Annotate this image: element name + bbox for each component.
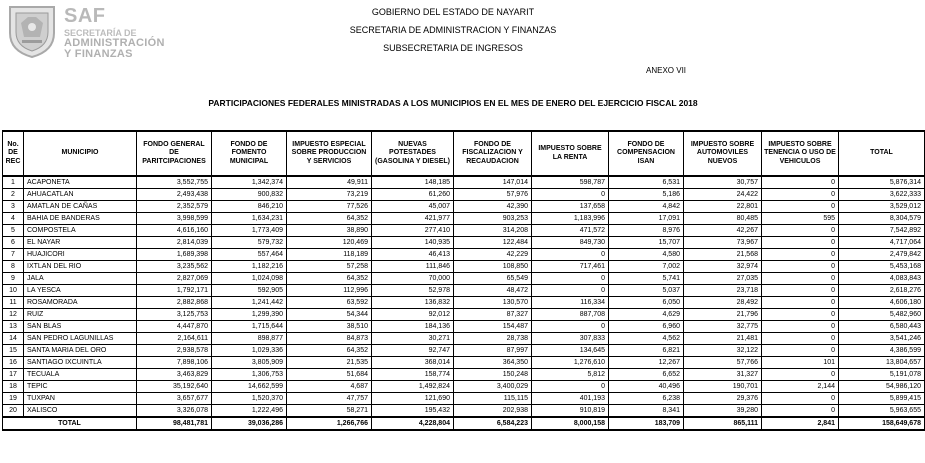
amount-cell: 38,510 (287, 321, 372, 333)
amount-cell: 0 (762, 309, 839, 321)
amount-cell: 3,657,677 (137, 393, 212, 405)
amount-cell: 137,658 (532, 201, 609, 213)
amount-cell: 0 (532, 285, 609, 297)
row-number-cell: 15 (3, 345, 24, 357)
amount-cell: 1,222,496 (212, 405, 287, 418)
amount-cell: 898,877 (212, 333, 287, 345)
amount-cell: 21,568 (684, 249, 762, 261)
amount-cell: 2,938,578 (137, 345, 212, 357)
amount-cell: 7,002 (609, 261, 684, 273)
amount-cell: 202,938 (454, 405, 532, 418)
table-body (3, 176, 925, 417)
amount-cell: 2,479,842 (839, 249, 925, 261)
amount-cell: 1,715,644 (212, 321, 287, 333)
amount-cell: 63,592 (287, 297, 372, 309)
totals-row (3, 417, 925, 430)
amount-cell: 0 (532, 321, 609, 333)
amount-cell: 27,035 (684, 273, 762, 285)
table-row (3, 213, 925, 225)
municipality-cell: SANTIAGO IXCUINTLA (24, 357, 137, 369)
amount-cell: 54,344 (287, 309, 372, 321)
amount-cell: 0 (762, 393, 839, 405)
amount-cell: 5,899,415 (839, 393, 925, 405)
amount-cell: 148,185 (372, 176, 454, 189)
amount-cell: 13,804,657 (839, 357, 925, 369)
annex-label: ANEXO VII (646, 66, 687, 75)
amount-cell: 0 (762, 189, 839, 201)
row-number-cell: 7 (3, 249, 24, 261)
amount-cell: 1,029,336 (212, 345, 287, 357)
amount-cell: 42,390 (454, 201, 532, 213)
amount-cell: 1,241,442 (212, 297, 287, 309)
row-number-cell: 16 (3, 357, 24, 369)
amount-cell: 32,775 (684, 321, 762, 333)
column-header: TOTAL (839, 131, 925, 176)
amount-cell: 45,007 (372, 201, 454, 213)
amount-cell: 30,271 (372, 333, 454, 345)
amount-cell: 77,526 (287, 201, 372, 213)
municipality-cell: TUXPAN (24, 393, 137, 405)
amount-cell: 12,267 (609, 357, 684, 369)
amount-cell: 4,687 (287, 381, 372, 393)
amount-cell: 2,164,611 (137, 333, 212, 345)
amount-cell: 87,327 (454, 309, 532, 321)
amount-cell: 1,492,824 (372, 381, 454, 393)
amount-cell: 0 (762, 225, 839, 237)
amount-cell: 49,911 (287, 176, 372, 189)
amount-cell: 22,801 (684, 201, 762, 213)
amount-cell: 130,570 (454, 297, 532, 309)
row-number-cell: 10 (3, 285, 24, 297)
column-header: FONDO DE FISCALIZACION Y RECAUDACION (454, 131, 532, 176)
totals-label: TOTAL (3, 417, 137, 430)
amount-cell: 0 (762, 405, 839, 418)
amount-cell: 21,535 (287, 357, 372, 369)
total-amount-cell: 6,584,223 (454, 417, 532, 430)
table-footer (3, 417, 925, 430)
municipality-cell: JALA (24, 273, 137, 285)
amount-cell: 0 (762, 273, 839, 285)
amount-cell: 4,580 (609, 249, 684, 261)
amount-cell: 314,208 (454, 225, 532, 237)
amount-cell: 0 (762, 285, 839, 297)
table-row (3, 189, 925, 201)
amount-cell: 46,413 (372, 249, 454, 261)
amount-cell: 32,122 (684, 345, 762, 357)
amount-cell: 0 (762, 333, 839, 345)
amount-cell: 48,472 (454, 285, 532, 297)
table-row (3, 237, 925, 249)
amount-cell: 0 (762, 176, 839, 189)
municipality-cell: BAHIA DE BANDERAS (24, 213, 137, 225)
amount-cell: 190,701 (684, 381, 762, 393)
amount-cell: 64,352 (287, 345, 372, 357)
amount-cell: 64,352 (287, 273, 372, 285)
amount-cell: 6,652 (609, 369, 684, 381)
amount-cell: 17,091 (609, 213, 684, 225)
amount-cell: 4,717,064 (839, 237, 925, 249)
amount-cell: 1,183,996 (532, 213, 609, 225)
amount-cell: 6,821 (609, 345, 684, 357)
municipality-cell: HUAJICORI (24, 249, 137, 261)
municipality-cell: XALISCO (24, 405, 137, 418)
amount-cell: 1,306,753 (212, 369, 287, 381)
row-number-cell: 2 (3, 189, 24, 201)
amount-cell: 0 (762, 261, 839, 273)
table-row (3, 297, 925, 309)
amount-cell: 150,248 (454, 369, 532, 381)
amount-cell: 140,935 (372, 237, 454, 249)
municipality-cell: LA YESCA (24, 285, 137, 297)
municipality-cell: TEPIC (24, 381, 137, 393)
table-row (3, 393, 925, 405)
municipality-cell: TECUALA (24, 369, 137, 381)
row-number-cell: 5 (3, 225, 24, 237)
amount-cell: 3,998,599 (137, 213, 212, 225)
amount-cell: 52,978 (372, 285, 454, 297)
row-number-cell: 1 (3, 176, 24, 189)
amount-cell: 2,144 (762, 381, 839, 393)
amount-cell: 0 (762, 345, 839, 357)
row-number-cell: 12 (3, 309, 24, 321)
amount-cell: 120,469 (287, 237, 372, 249)
amount-cell: 0 (762, 297, 839, 309)
total-amount-cell: 98,481,781 (137, 417, 212, 430)
amount-cell: 8,304,579 (839, 213, 925, 225)
amount-cell: 3,400,029 (454, 381, 532, 393)
amount-cell: 84,873 (287, 333, 372, 345)
amount-cell: 368,014 (372, 357, 454, 369)
municipality-cell: RUIZ (24, 309, 137, 321)
amount-cell: 111,846 (372, 261, 454, 273)
amount-cell: 6,531 (609, 176, 684, 189)
amount-cell: 0 (532, 381, 609, 393)
column-header: FONDO DE FOMENTO MUNICIPAL (212, 131, 287, 176)
table-row (3, 273, 925, 285)
amount-cell: 0 (762, 237, 839, 249)
amount-cell: 557,464 (212, 249, 287, 261)
subsecretariat-title: SUBSECRETARIA DE INGRESOS (383, 43, 523, 53)
amount-cell: 32,974 (684, 261, 762, 273)
amount-cell: 3,622,333 (839, 189, 925, 201)
amount-cell: 849,730 (532, 237, 609, 249)
table-row (3, 321, 925, 333)
amount-cell: 122,484 (454, 237, 532, 249)
municipality-cell: SANTA MARIA DEL ORO (24, 345, 137, 357)
total-amount-cell: 4,228,804 (372, 417, 454, 430)
total-amount-cell: 8,000,158 (532, 417, 609, 430)
amount-cell: 1,024,098 (212, 273, 287, 285)
amount-cell: 307,833 (532, 333, 609, 345)
amount-cell: 421,977 (372, 213, 454, 225)
amount-cell: 5,963,655 (839, 405, 925, 418)
amount-cell: 73,219 (287, 189, 372, 201)
amount-cell: 70,000 (372, 273, 454, 285)
header-row (3, 131, 925, 176)
report-subtitle: PARTICIPACIONES FEDERALES MINISTRADAS A LOS MUNICIPIOS EN EL MES DE ENERO DEL EJERCICIO FISCAL 2018 (208, 98, 698, 108)
column-header: IMPUESTO SOBRE AUTOMOVILES NUEVOS (684, 131, 762, 176)
table-row (3, 369, 925, 381)
amount-cell: 57,258 (287, 261, 372, 273)
total-amount-cell: 183,709 (609, 417, 684, 430)
logo-line-1: SECRETARÍA DE (64, 28, 137, 38)
total-amount-cell: 39,036,286 (212, 417, 287, 430)
amount-cell: 1,792,171 (137, 285, 212, 297)
amount-cell: 73,967 (684, 237, 762, 249)
municipality-cell: SAN PEDRO LAGUNILLAS (24, 333, 137, 345)
table-header (3, 131, 925, 176)
amount-cell: 54,986,120 (839, 381, 925, 393)
row-number-cell: 4 (3, 213, 24, 225)
total-amount-cell: 1,266,766 (287, 417, 372, 430)
amount-cell: 92,747 (372, 345, 454, 357)
total-amount-cell: 865,111 (684, 417, 762, 430)
municipality-cell: ROSAMORADA (24, 297, 137, 309)
amount-cell: 4,629 (609, 309, 684, 321)
amount-cell: 1,182,216 (212, 261, 287, 273)
amount-cell: 2,618,276 (839, 285, 925, 297)
column-header: FONDO GENERAL DE PARITCIPACIONES (137, 131, 212, 176)
table-row (3, 176, 925, 189)
amount-cell: 40,496 (609, 381, 684, 393)
amount-cell: 28,738 (454, 333, 532, 345)
table-row (3, 381, 925, 393)
table-row (3, 201, 925, 213)
amount-cell: 0 (532, 249, 609, 261)
amount-cell: 277,410 (372, 225, 454, 237)
amount-cell: 115,115 (454, 393, 532, 405)
amount-cell: 184,136 (372, 321, 454, 333)
amount-cell: 903,253 (454, 213, 532, 225)
amount-cell: 1,276,610 (532, 357, 609, 369)
amount-cell: 846,210 (212, 201, 287, 213)
municipality-cell: ACAPONETA (24, 176, 137, 189)
amount-cell: 1,634,231 (212, 213, 287, 225)
amount-cell: 0 (762, 369, 839, 381)
amount-cell: 2,827,069 (137, 273, 212, 285)
amount-cell: 80,485 (684, 213, 762, 225)
amount-cell: 3,463,829 (137, 369, 212, 381)
logo-line-2: ADMINISTRACIÓN (64, 37, 165, 49)
amount-cell: 7,542,892 (839, 225, 925, 237)
amount-cell: 6,960 (609, 321, 684, 333)
amount-cell: 4,083,843 (839, 273, 925, 285)
amount-cell: 35,192,640 (137, 381, 212, 393)
amount-cell: 15,707 (609, 237, 684, 249)
table-row (3, 249, 925, 261)
amount-cell: 6,580,443 (839, 321, 925, 333)
amount-cell: 23,718 (684, 285, 762, 297)
row-number-cell: 19 (3, 393, 24, 405)
amount-cell: 92,012 (372, 309, 454, 321)
amount-cell: 3,805,909 (212, 357, 287, 369)
secretariat-title: SECRETARIA DE ADMINISTRACION Y FINANZAS (349, 25, 557, 35)
amount-cell: 147,014 (454, 176, 532, 189)
amount-cell: 5,482,960 (839, 309, 925, 321)
amount-cell: 364,350 (454, 357, 532, 369)
amount-cell: 14,662,599 (212, 381, 287, 393)
amount-cell: 5,186 (609, 189, 684, 201)
amount-cell: 6,050 (609, 297, 684, 309)
column-header: IMPUESTO SOBRE LA RENTA (532, 131, 609, 176)
row-number-cell: 6 (3, 237, 24, 249)
amount-cell: 0 (762, 249, 839, 261)
government-title: GOBIERNO DEL ESTADO DE NAYARIT (371, 7, 535, 17)
amount-cell: 7,898,106 (137, 357, 212, 369)
amount-cell: 3,125,753 (137, 309, 212, 321)
table-row (3, 261, 925, 273)
table-row (3, 357, 925, 369)
amount-cell: 47,757 (287, 393, 372, 405)
column-header: IMPUESTO ESPECIAL SOBRE PRODUCCION Y SERVICIOS (287, 131, 372, 176)
amount-cell: 4,606,180 (839, 297, 925, 309)
amount-cell: 0 (762, 201, 839, 213)
table-row (3, 225, 925, 237)
amount-cell: 101 (762, 357, 839, 369)
amount-cell: 65,549 (454, 273, 532, 285)
row-number-cell: 3 (3, 201, 24, 213)
logo-brand-text: SAF (64, 5, 106, 27)
amount-cell: 38,890 (287, 225, 372, 237)
municipality-cell: SAN BLAS (24, 321, 137, 333)
row-number-cell: 11 (3, 297, 24, 309)
amount-cell: 900,832 (212, 189, 287, 201)
column-header: NUEVAS POTESTADES (GASOLINA Y DIESEL) (372, 131, 454, 176)
table-row (3, 405, 925, 418)
table-row (3, 333, 925, 345)
amount-cell: 0 (532, 189, 609, 201)
row-number-cell: 13 (3, 321, 24, 333)
total-amount-cell: 158,649,678 (839, 417, 925, 430)
amount-cell: 887,708 (532, 309, 609, 321)
amount-cell: 401,193 (532, 393, 609, 405)
amount-cell: 121,690 (372, 393, 454, 405)
amount-cell: 118,189 (287, 249, 372, 261)
amount-cell: 24,422 (684, 189, 762, 201)
row-number-cell: 9 (3, 273, 24, 285)
amount-cell: 39,280 (684, 405, 762, 418)
amount-cell: 2,352,579 (137, 201, 212, 213)
amount-cell: 4,386,599 (839, 345, 925, 357)
amount-cell: 4,842 (609, 201, 684, 213)
municipality-cell: IXTLAN DEL RIO (24, 261, 137, 273)
amount-cell: 3,326,078 (137, 405, 212, 418)
column-header: No. DE REC (3, 131, 24, 176)
municipality-cell: AHUACATLAN (24, 189, 137, 201)
amount-cell: 1,299,390 (212, 309, 287, 321)
amount-cell: 5,037 (609, 285, 684, 297)
amount-cell: 64,352 (287, 213, 372, 225)
row-number-cell: 20 (3, 405, 24, 418)
amount-cell: 116,334 (532, 297, 609, 309)
amount-cell: 158,774 (372, 369, 454, 381)
row-number-cell: 14 (3, 333, 24, 345)
table-row (3, 285, 925, 297)
amount-cell: 112,996 (287, 285, 372, 297)
amount-cell: 0 (532, 273, 609, 285)
municipality-cell: COMPOSTELA (24, 225, 137, 237)
amount-cell: 87,997 (454, 345, 532, 357)
amount-cell: 61,260 (372, 189, 454, 201)
column-header: IMPUESTO SOBRE TENENCIA O USO DE VEHICULOS (762, 131, 839, 176)
amount-cell: 1,689,398 (137, 249, 212, 261)
amount-cell: 195,432 (372, 405, 454, 418)
municipality-cell: AMATLAN DE CAÑAS (24, 201, 137, 213)
amount-cell: 31,327 (684, 369, 762, 381)
row-number-cell: 18 (3, 381, 24, 393)
amount-cell: 2,493,438 (137, 189, 212, 201)
row-number-cell: 8 (3, 261, 24, 273)
amount-cell: 910,819 (532, 405, 609, 418)
amount-cell: 579,732 (212, 237, 287, 249)
amount-cell: 717,461 (532, 261, 609, 273)
participaciones-table (2, 130, 925, 431)
amount-cell: 108,850 (454, 261, 532, 273)
total-amount-cell: 2,841 (762, 417, 839, 430)
amount-cell: 5,191,078 (839, 369, 925, 381)
amount-cell: 57,766 (684, 357, 762, 369)
amount-cell: 1,520,370 (212, 393, 287, 405)
amount-cell: 4,616,160 (137, 225, 212, 237)
amount-cell: 57,976 (454, 189, 532, 201)
column-header: FONDO DE COMPENSACION ISAN (609, 131, 684, 176)
amount-cell: 21,481 (684, 333, 762, 345)
amount-cell: 0 (762, 321, 839, 333)
amount-cell: 471,572 (532, 225, 609, 237)
amount-cell: 595 (762, 213, 839, 225)
amount-cell: 3,541,246 (839, 333, 925, 345)
amount-cell: 30,757 (684, 176, 762, 189)
municipality-cell: EL NAYAR (24, 237, 137, 249)
amount-cell: 592,905 (212, 285, 287, 297)
amount-cell: 8,976 (609, 225, 684, 237)
amount-cell: 42,267 (684, 225, 762, 237)
table-row (3, 345, 925, 357)
amount-cell: 1,773,409 (212, 225, 287, 237)
amount-cell: 28,492 (684, 297, 762, 309)
amount-cell: 134,645 (532, 345, 609, 357)
amount-cell: 8,341 (609, 405, 684, 418)
amount-cell: 2,814,039 (137, 237, 212, 249)
table-row (3, 309, 925, 321)
amount-cell: 1,342,374 (212, 176, 287, 189)
column-header: MUNICIPIO (24, 131, 137, 176)
amount-cell: 3,529,012 (839, 201, 925, 213)
amount-cell: 29,376 (684, 393, 762, 405)
amount-cell: 5,453,168 (839, 261, 925, 273)
amount-cell: 2,882,868 (137, 297, 212, 309)
amount-cell: 136,832 (372, 297, 454, 309)
amount-cell: 5,741 (609, 273, 684, 285)
row-number-cell: 17 (3, 369, 24, 381)
amount-cell: 5,812 (532, 369, 609, 381)
amount-cell: 51,684 (287, 369, 372, 381)
amount-cell: 6,238 (609, 393, 684, 405)
logo-line-3: Y FINANZAS (64, 48, 133, 60)
amount-cell: 3,552,755 (137, 176, 212, 189)
amount-cell: 42,229 (454, 249, 532, 261)
amount-cell: 58,271 (287, 405, 372, 418)
amount-cell: 3,235,562 (137, 261, 212, 273)
amount-cell: 4,447,870 (137, 321, 212, 333)
amount-cell: 21,796 (684, 309, 762, 321)
amount-cell: 4,562 (609, 333, 684, 345)
amount-cell: 154,487 (454, 321, 532, 333)
amount-cell: 598,787 (532, 176, 609, 189)
amount-cell: 5,876,314 (839, 176, 925, 189)
